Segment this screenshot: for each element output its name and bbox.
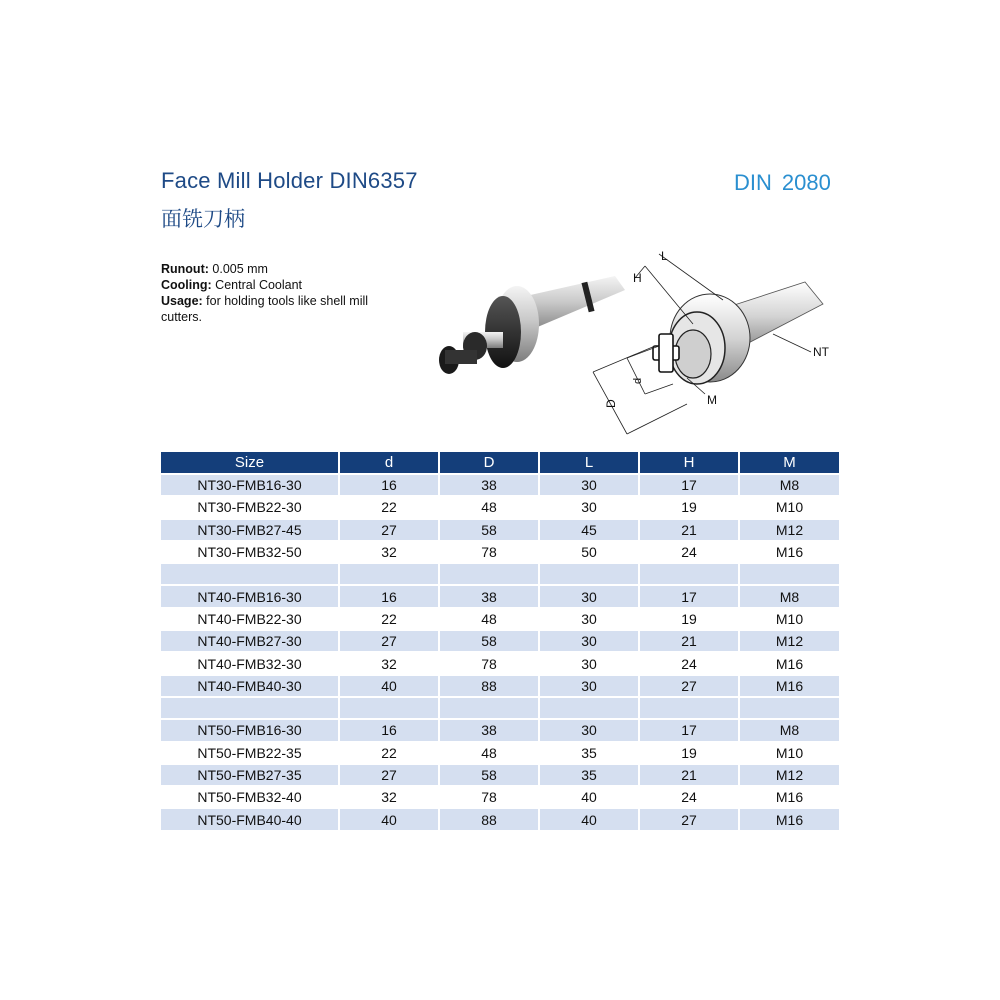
table-cell [639,563,739,585]
dim-label-nt: NT [813,345,829,359]
table-cell: 16 [339,719,439,741]
table-row [161,630,839,652]
table-cell: 32 [339,541,439,563]
table-cell: 30 [539,474,639,496]
table-cell: NT50-FMB32-40 [161,786,339,808]
table-cell: 17 [639,474,739,496]
table-cell: 48 [439,742,539,764]
table-cell [739,697,839,719]
dim-label-l: L [661,249,668,263]
table-cell: M8 [739,585,839,607]
table-row [161,474,839,496]
table-row [161,496,839,518]
table-cell: NT50-FMB40-40 [161,808,339,829]
table-row [161,764,839,786]
table-cell [539,563,639,585]
table-row [161,786,839,808]
table-cell: M8 [739,719,839,741]
table-cell: 35 [539,742,639,764]
table-body [161,474,839,830]
table-cell: 17 [639,585,739,607]
table-cell: 16 [339,474,439,496]
table-spacer-row [161,563,839,585]
header-h: H [639,452,739,474]
table-cell: 19 [639,742,739,764]
table-cell: 30 [539,608,639,630]
table-cell [439,697,539,719]
table-cell: 22 [339,742,439,764]
standard-number: 2080 [781,170,831,195]
table-row [161,608,839,630]
dim-label-big-d: D [604,399,618,408]
table-cell: 32 [339,652,439,674]
table-cell: M16 [739,541,839,563]
table-cell: 21 [639,764,739,786]
table-cell: NT40-FMB16-30 [161,585,339,607]
table-cell: 24 [639,652,739,674]
table-cell [539,697,639,719]
table-cell: 27 [339,764,439,786]
standard-label [734,170,831,196]
table-cell: M12 [739,519,839,541]
spec-table [161,452,839,830]
table-cell: 24 [639,541,739,563]
product-title-chinese: 面铣刀柄 [161,208,245,231]
table-cell: 27 [339,519,439,541]
table-cell: 21 [639,630,739,652]
table-row [161,742,839,764]
table-cell: 27 [639,675,739,697]
table-cell [439,563,539,585]
table-cell: M16 [739,675,839,697]
header-l: L [539,452,639,474]
header-d-small: d [339,452,439,474]
table-cell: 48 [439,496,539,518]
table-cell: NT50-FMB16-30 [161,719,339,741]
table-cell: 19 [639,496,739,518]
table-cell: 38 [439,719,539,741]
table-cell: 30 [539,630,639,652]
spec-label: Runout: [161,262,209,276]
table-cell: 48 [439,608,539,630]
table-cell: 22 [339,608,439,630]
table-cell: 58 [439,519,539,541]
header-d-big: D [439,452,539,474]
table-cell: NT30-FMB32-50 [161,541,339,563]
table-cell: M10 [739,496,839,518]
spec-cooling [161,277,401,293]
table-cell: 24 [639,786,739,808]
table-cell: M10 [739,608,839,630]
table-header-row [161,452,839,474]
table-cell: 30 [539,719,639,741]
spec-label: Usage: [161,294,203,308]
product-title: Face Mill Holder DIN6357 [161,168,418,193]
spec-value: 0.005 mm [212,262,268,276]
table-cell: M8 [739,474,839,496]
table-cell: 78 [439,541,539,563]
table-cell: 30 [539,675,639,697]
dim-label-small-d: d [632,377,644,384]
table-cell: 38 [439,585,539,607]
table-cell [339,563,439,585]
table-cell: M16 [739,808,839,829]
table-cell: M16 [739,652,839,674]
table-cell: 40 [539,786,639,808]
table-cell: M12 [739,630,839,652]
table-cell: 50 [539,541,639,563]
table-row [161,519,839,541]
table-cell: 40 [339,808,439,829]
spec-value: for holding tools like shell mill cutters. [161,294,369,324]
table-cell: M12 [739,764,839,786]
table-cell: 35 [539,764,639,786]
table-cell: 27 [339,630,439,652]
table-cell: 27 [639,808,739,829]
table-cell [639,697,739,719]
spec-label: Cooling: [161,278,212,292]
table-row [161,808,839,829]
table-cell: NT50-FMB27-35 [161,764,339,786]
table-cell: NT40-FMB32-30 [161,652,339,674]
table-cell: NT30-FMB27-45 [161,519,339,541]
table-cell: 88 [439,675,539,697]
table-cell: NT40-FMB22-30 [161,608,339,630]
table-cell: 30 [539,652,639,674]
table-cell: 38 [439,474,539,496]
table-cell: M16 [739,786,839,808]
table-row [161,652,839,674]
table-row [161,675,839,697]
table-cell: 22 [339,496,439,518]
table-cell [739,563,839,585]
spec-runout [161,261,401,277]
table-cell: 45 [539,519,639,541]
table-cell: 58 [439,764,539,786]
table-cell: 19 [639,608,739,630]
spec-value: Central Coolant [215,278,303,292]
table-cell: 21 [639,519,739,541]
table-cell: 16 [339,585,439,607]
table-cell [161,697,339,719]
table-cell: 40 [539,808,639,829]
table-row [161,541,839,563]
table-cell [161,563,339,585]
dim-label-h: H [633,271,642,285]
table-cell: NT30-FMB16-30 [161,474,339,496]
dimension-diagram [575,238,845,438]
spec-usage [161,293,401,325]
table-cell: 78 [439,786,539,808]
table-cell: 30 [539,585,639,607]
header-size: Size [161,452,339,474]
table-cell: 58 [439,630,539,652]
table-cell: NT30-FMB22-30 [161,496,339,518]
table-cell: NT50-FMB22-35 [161,742,339,764]
table-cell [339,697,439,719]
table-cell: 78 [439,652,539,674]
table-cell: NT40-FMB27-30 [161,630,339,652]
table-cell: M10 [739,742,839,764]
table-row [161,719,839,741]
table-cell: 40 [339,675,439,697]
spec-list [161,261,401,325]
table-cell: NT40-FMB40-30 [161,675,339,697]
table-cell: 88 [439,808,539,829]
standard-prefix: DIN [734,170,772,195]
table-cell: 30 [539,496,639,518]
table-cell: 17 [639,719,739,741]
table-cell: 32 [339,786,439,808]
table-row [161,585,839,607]
header-m: M [739,452,839,474]
table-spacer-row [161,697,839,719]
dim-label-m: M [707,393,717,407]
